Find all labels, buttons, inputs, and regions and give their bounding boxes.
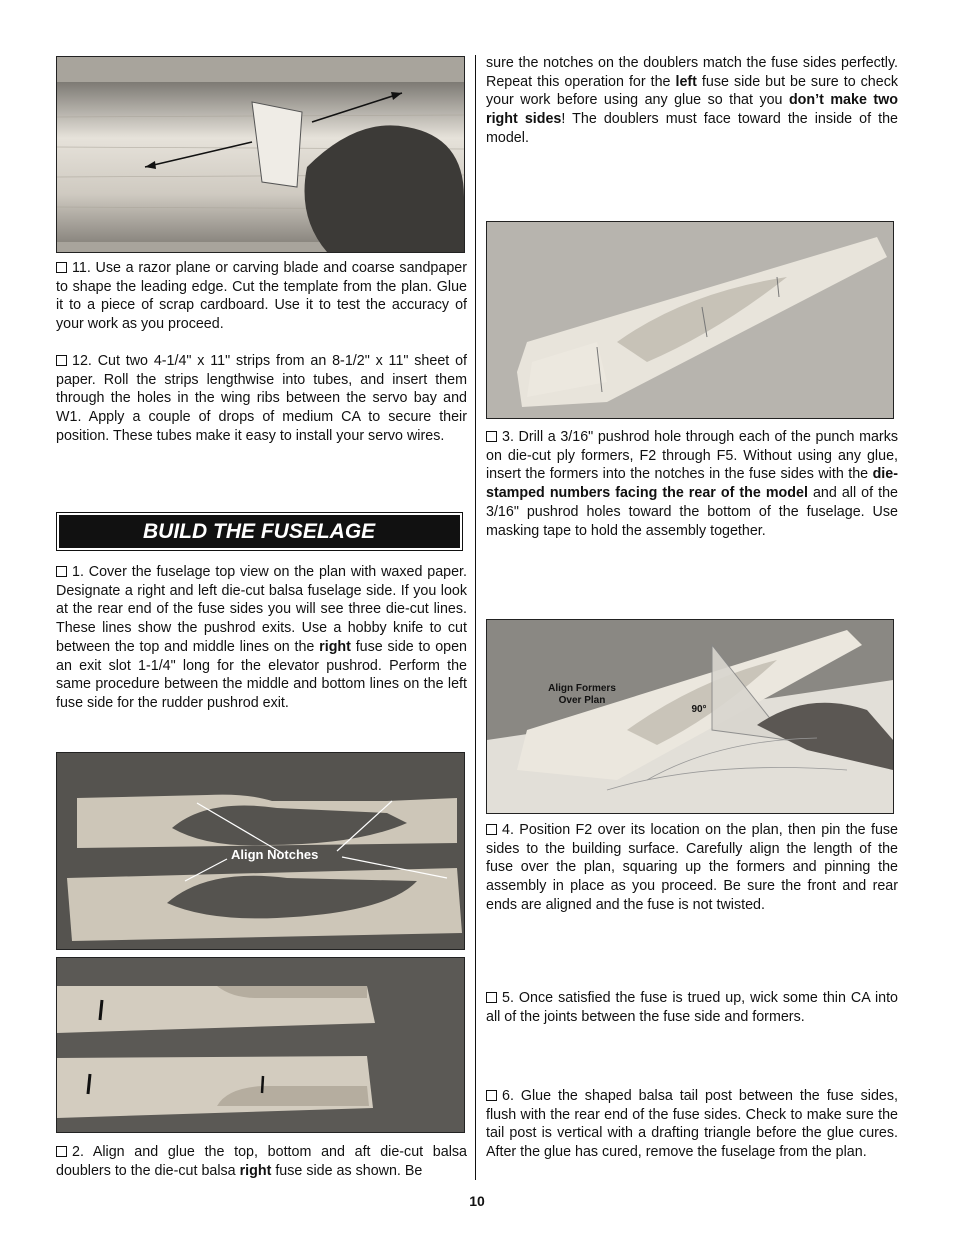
checkbox-icon[interactable] <box>486 431 497 442</box>
photo-label-align-notches: Align Notches <box>231 847 319 862</box>
photo-label-angle: 90° <box>691 704 707 715</box>
photo-fuse-formers <box>486 221 894 419</box>
checkbox-icon[interactable] <box>486 1090 497 1101</box>
step-2-text: 2. Align and glue the top, bottom and aft die-cut balsa doublers to the die-cut balsa right fuse side as shown. Be <box>56 1144 467 1179</box>
checkbox-icon[interactable] <box>56 1146 67 1157</box>
photo-doublers <box>56 957 465 1133</box>
photo-leading-edge-template <box>56 56 465 253</box>
page-number: 10 <box>469 1193 485 1209</box>
checkbox-icon[interactable] <box>56 355 67 366</box>
photo-align-notches <box>56 752 465 950</box>
step-3-text: 3. Drill a 3/16" pushrod hole through each of the punch marks on die-cut ply formers, F2 through F5. Without using any glue, insert the formers into the notches in the fuse sides with the die-stamped numbers facing the rear of the model and all of the 3/16" pushrod holes toward the bottom of the fuselage. Use masking tape to hold the assembly together. <box>486 429 898 539</box>
photo-label-align-formers: Align Formers Over Plan <box>548 683 616 706</box>
checkbox-icon[interactable] <box>486 992 497 1003</box>
step-1-text: 1. Cover the fuselage top view on the plan with waxed paper. Designate a right and left die-cut balsa fuselage side. If you look at the rear end of the fuse sides you will see three die-cut lines. These lines show the pushrod exits. Use a hobby knife to cut between the top and middle lines on the right fuse side to open an exit slot 1-1/4" long for the elevator pushrod. Perform the same procedure between the middle and bottom lines on the left fuse side for the rudder pushrod exit. <box>56 564 467 711</box>
column-divider <box>475 55 476 1180</box>
step-11-text: 11. Use a razor plane or carving blade and coarse sandpaper to shape the leading edge. Cut the template from the plan. Glue it to a piece of scrap cardboard. Use it to test the accuracy of your work as you proceed. <box>56 260 467 333</box>
step-2-continued-text: sure the notches on the doublers match the fuse sides perfectly. Repeat this operation for the left fuse side but be sure to check your work before using any glue so that you don’t make two right sides! The doublers must face toward the inside of the model. <box>486 55 899 146</box>
checkbox-icon[interactable] <box>56 262 67 273</box>
checkbox-icon[interactable] <box>56 566 67 577</box>
step-4-text: 4. Position F2 over its location on the plan, then pin the fuse sides to the building surface. Carefully align the length of the fuse over the plan, squaring up the formers and pinning the assembly in place as you proceed. Be sure the front and rear ends are aligned and the fuse is not twisted. <box>486 822 898 913</box>
step-5-text: 5. Once satisfied the fuse is trued up, wick some thin CA into all of the joints between the fuse side and formers. <box>486 990 898 1025</box>
checkbox-icon[interactable] <box>486 824 497 835</box>
section-title-box <box>56 512 463 551</box>
step-6-text: 6. Glue the shaped balsa tail post between the fuse sides, flush with the rear end of the fuse sides. Check to make sure the tail post is vertical with a drafting triangle before the glue cures. After the glue has cured, remove the fuselage from the plan. <box>486 1088 898 1161</box>
section-title: BUILD THE FUSELAGE <box>59 515 460 548</box>
step-12-text: 12. Cut two 4-1/4" x 11" strips from an 8-1/2" x 11" sheet of paper. Roll the strips lengthwise into tubes, and insert them through the holes in the wing ribs between the servo bay and W1. Apply a couple of drops of medium CA to secure their position. These tubes make it easy to install your servo wires. <box>56 353 467 444</box>
photo-align-formers <box>486 619 894 814</box>
